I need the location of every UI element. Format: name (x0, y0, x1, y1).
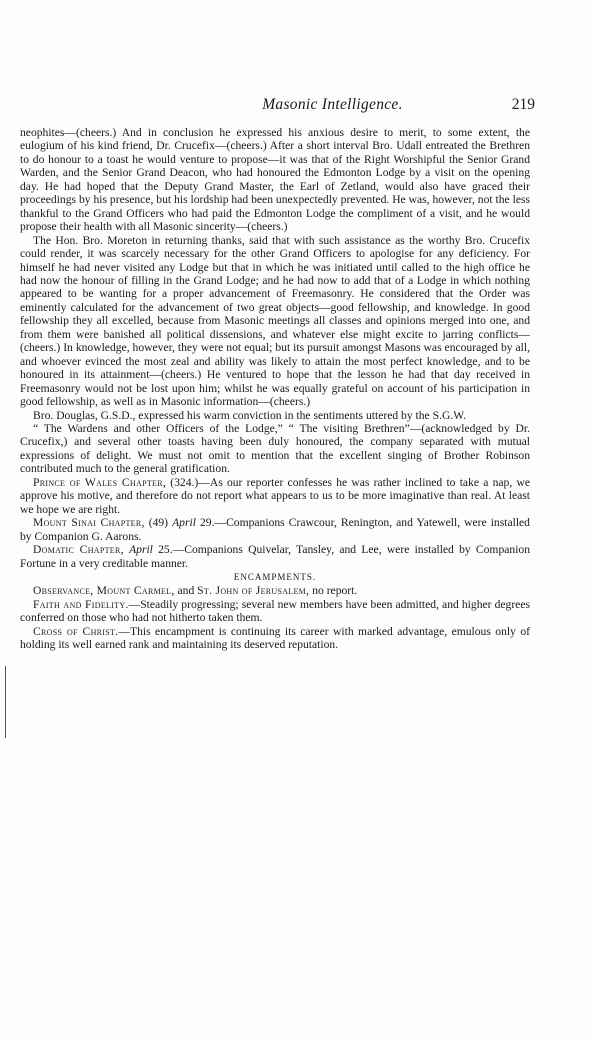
text-run: —Steadily progressing; several new members have been admitted, and higher degrees conferred on those who had not hitherto taken them. (20, 597, 530, 625)
run-in-heading: Faith and Fidelity. (33, 597, 129, 611)
paragraph (20, 516, 530, 543)
paragraph (20, 234, 530, 409)
paragraph (20, 543, 530, 570)
text-run: “ The Wardens and other Officers of the Lodge,” “ The visiting Brethren”—(acknowledged by Dr. Crucefix,) and several other toasts having been duly honoured, the company separated with mutual expressions of delight. We must not omit to mention that the excellent singing of Brother Robinson contributed much to the general gratification. (20, 421, 530, 476)
paragraph (20, 126, 530, 234)
run-in-heading: St. John of Jerusalem, (197, 584, 310, 598)
italic-text: April (172, 516, 196, 530)
text-run: neophites—(cheers.) And in conclusion he expressed his anxious desire to merit, to some extent, the eulogium of his kind friend, Dr. Crucefix—(cheers.) After a short interval Bro. Udall entreated the Brethren to do honour to a toast he would venture to propose—it was that of the Right Worshipful the Senior Grand Warden, and the Senior Grand Deacon, who had honoured the Edmonton Lodge by a visit on the opening day. He had hoped that the Deputy Grand Master, the Earl of Zetland, would also have graced their proceedings by his presence, but his lordship had been unexpectedly prevented. He was, however, not the less thankful to the Grand Officers who had paid the Edmonton Lodge the compliment of a visit, and he would propose their health with all Masonic sincerity—(cheers.) (20, 126, 530, 234)
text-run: and (174, 584, 198, 598)
run-in-heading: Cross of Christ. (33, 624, 119, 638)
text-run: (49) (144, 516, 173, 530)
paragraph (20, 625, 530, 652)
paragraph (20, 422, 530, 476)
encampment-paragraph-list (20, 584, 530, 651)
run-in-heading: Prince of Wales Chapter, (33, 475, 167, 489)
text-run: 29.—Companions Crawcour, Renington, and Yatewell, were installed by Companion G. Aarons. (20, 516, 530, 543)
section-heading: ENCAMPMENTS. (233, 571, 317, 582)
text-run: 25.—Companions Quivelar, Tansley, and Lee, were installed by Companion Fortune in a very creditable manner. (20, 543, 531, 570)
paragraph-list (20, 126, 530, 570)
page-header (130, 96, 535, 116)
run-in-heading: Mount Sinai Chapter, (33, 516, 145, 530)
text-run: The Hon. Bro. Moreton in returning thanks, said that with such assistance as the worthy Bro. Crucefix could render, it was scarcely necessary for the other Grand Officers to apologise for any deficiency. For himself he had never visited any Lodge but that in which he was initiated until called to the high office he had now the honour of filling in the Grand Lodge; and he had now to add that of a Lodge in which nothing appeared to be wanting for a proper advancement of Freemasonry. He considered that the Order was eminently calculated for the advancement of two great objects—good fellowship, and knowledge. In good fellowship they all excelled, because from Masonic meetings all classes and opinions merged into one, and from them were banished all political dissensions, and whatever else might excite to jarring conflicts—(cheers.) In knowledge, however, they were not equal; but its pursuit amongst Masons was encouraged by all, and whoever evinced the most zeal and ability was likely to attain the most perfect knowledge, and to be honoured in its attainment—(cheers.) He ventured to hope that the lesson he had that day received in Freemasonry would not be lost upon him; whilst he was equally grateful on account of his participation in good fellowship, as well as in Masonic information—(cheers.) (20, 233, 530, 409)
run-in-heading: Observance, Mount Carmel, (33, 584, 175, 598)
text-run: Bro. Douglas, G.S.D., expressed his warm conviction in the sentiments uttered by the S.G.W. (33, 408, 466, 422)
running-title: Masonic Intelligence. (262, 96, 403, 113)
page-number: 219 (511, 96, 535, 113)
text-run: (324.)—As our reporter confesses he was rather inclined to take a nap, we approve his motive, and therefore do not report what appears to us to be more imaginative than real. At least we hope we are right. (20, 475, 530, 516)
margin-rule (5, 666, 6, 738)
paragraph (20, 584, 530, 597)
text-run: no report. (309, 584, 358, 598)
article-body (20, 126, 530, 652)
italic-text: April (129, 543, 153, 557)
run-in-heading: Domatic Chapter, (33, 543, 124, 557)
paragraph (20, 476, 530, 516)
text-run: —This encampment is continuing its career with marked advantage, emulous only of holding its well earned rank and maintaining its deserved reputation. (20, 624, 530, 652)
paragraph (20, 598, 530, 625)
paragraph (20, 409, 530, 422)
